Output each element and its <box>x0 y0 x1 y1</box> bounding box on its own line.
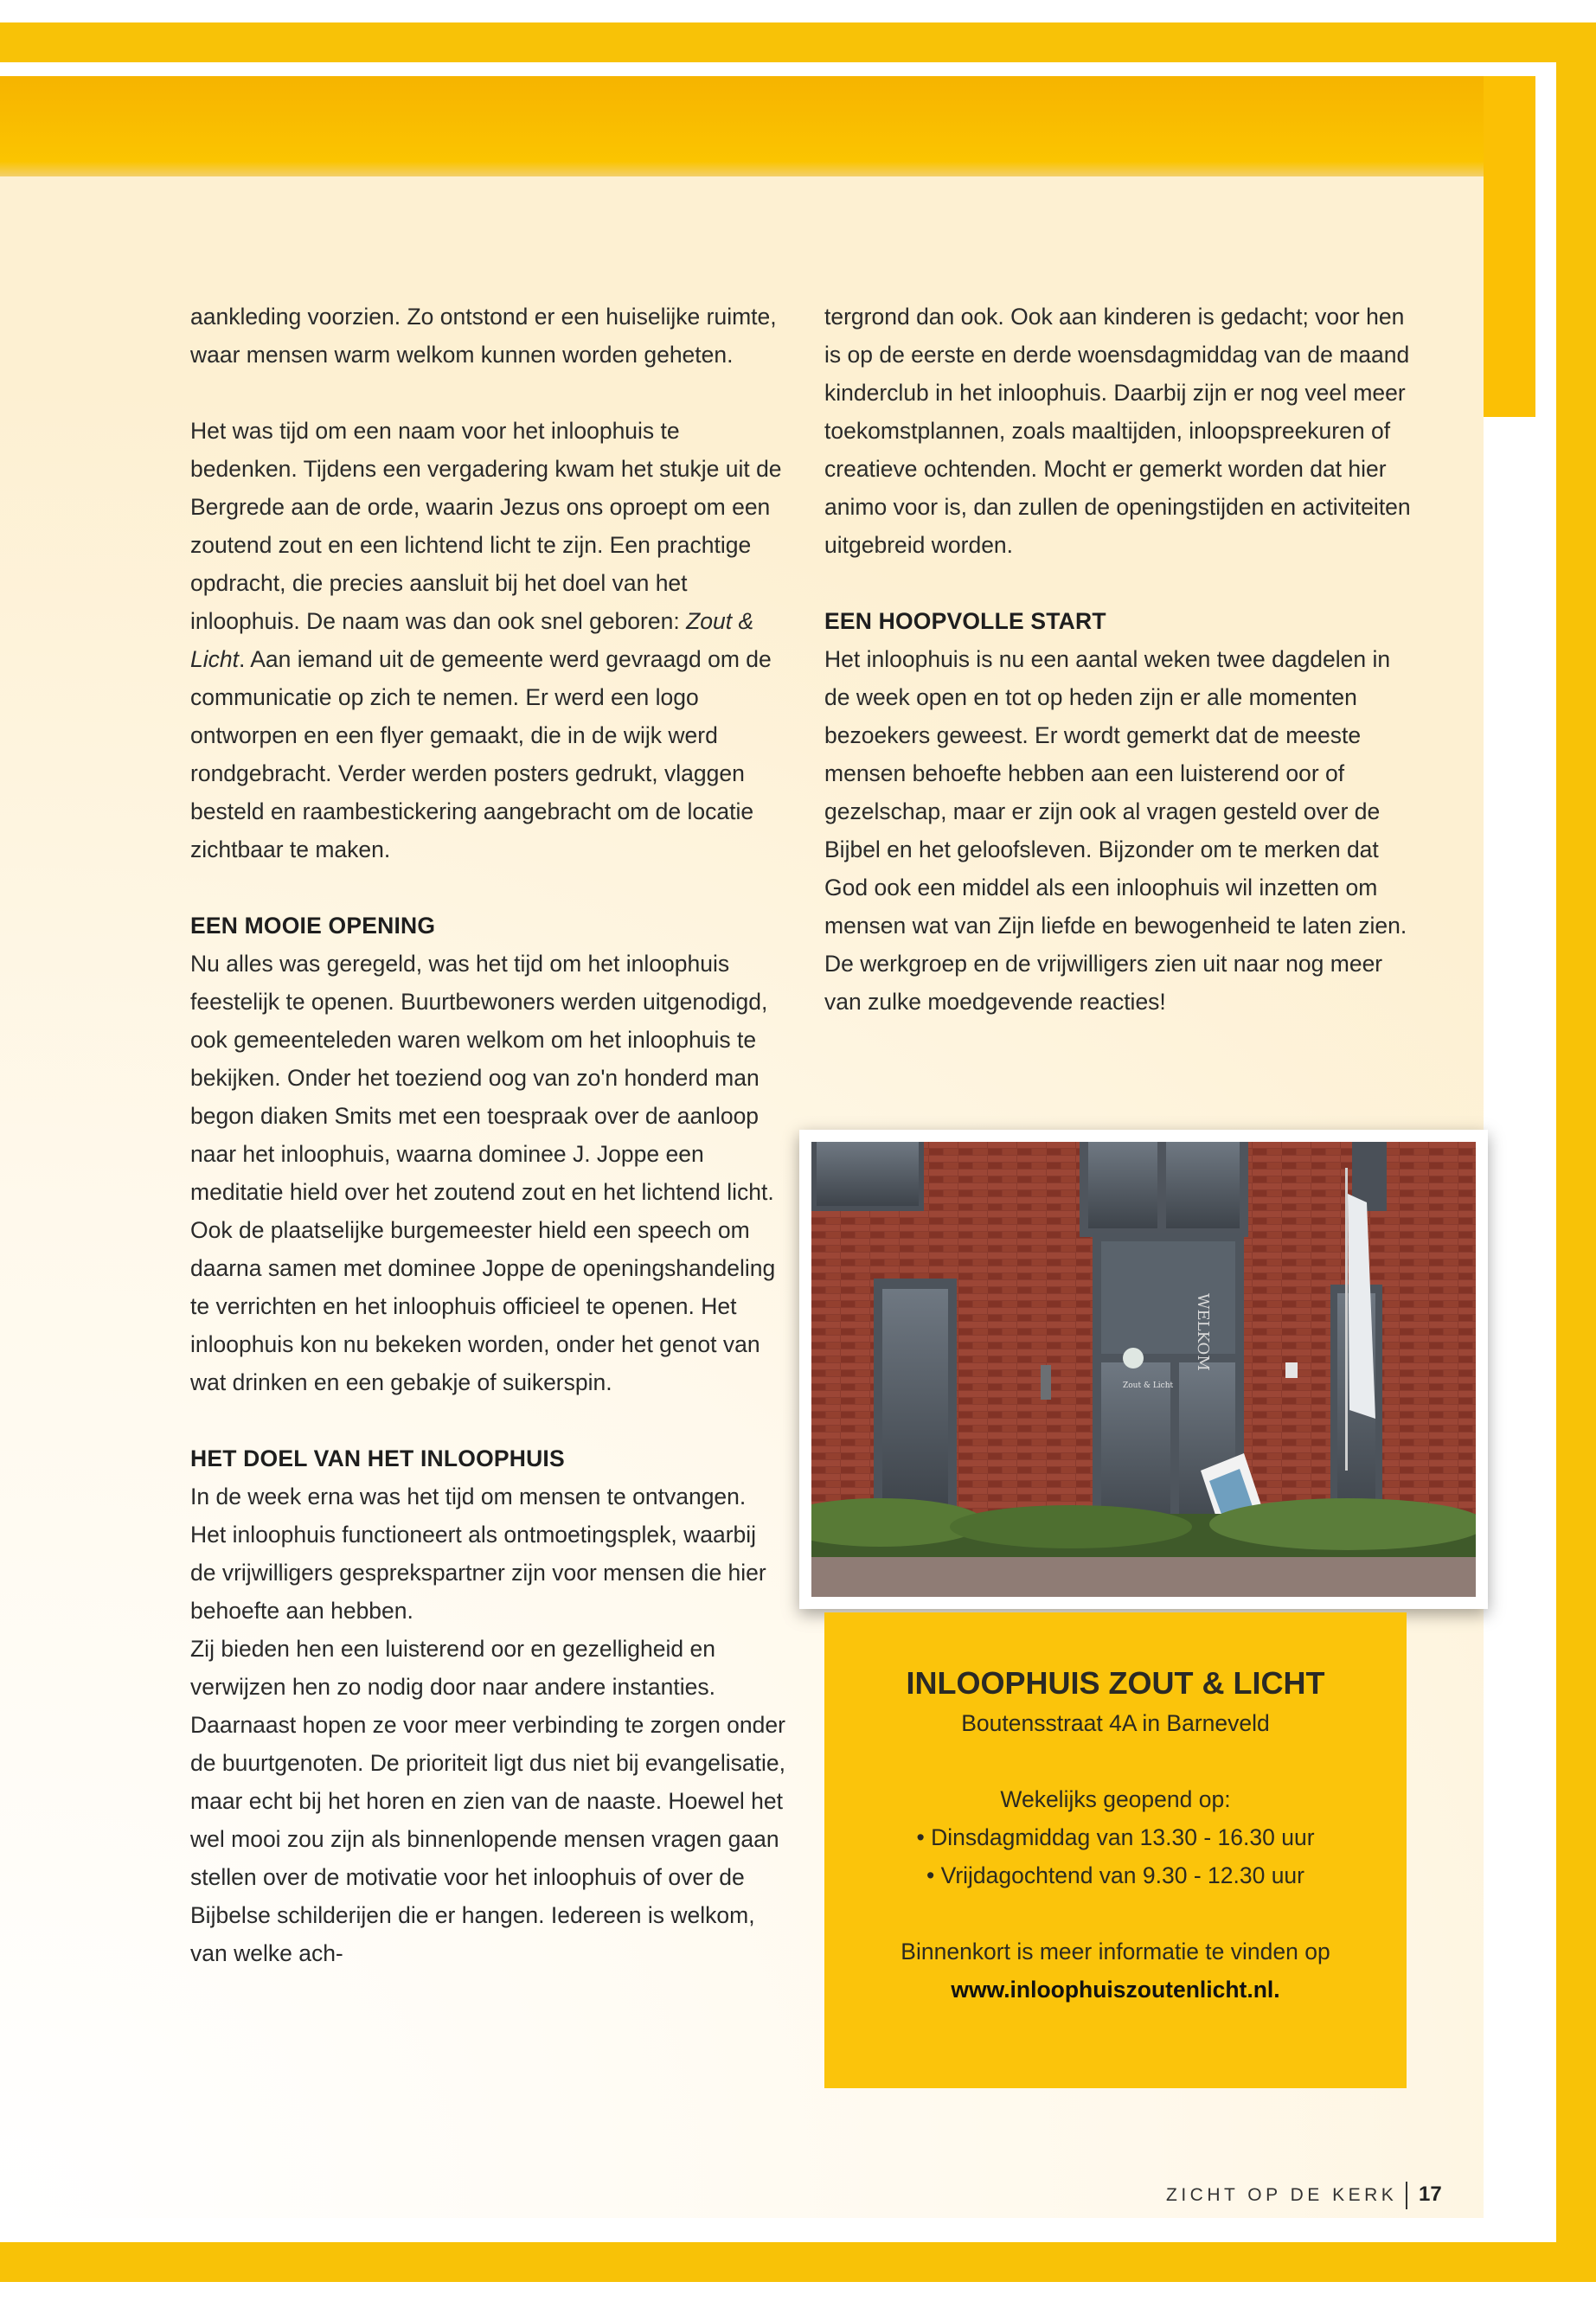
info-open-label: Wekelijks geopend op: <box>1000 1786 1231 1812</box>
info-hours-item: • Dinsdagmiddag van 13.30 - 16.30 uur <box>916 1824 1315 1850</box>
right-tab <box>1484 76 1535 417</box>
paragraph-naming <box>190 412 787 868</box>
paragraph: In de week erna was het tijd om mensen te ontvangen. Het inloophuis functioneert als ontmoetingsplek, waarbij de vrijwilligers gesprekspartner zijn voor mensen die hier behoefte aan hebben. <box>190 1484 766 1624</box>
paragraph: Het inloophuis is nu een aantal weken twee dagdelen in de week open en tot op heden zijn er alle momenten bezoekers geweest. Er wordt gemerkt dat de meeste mensen behoefte hebben aan een luisterend oor of gezelschap, maar er zijn ook al vragen gesteld over de Bijbel en het geloofsleven. Bijzonder om te merken dat God ook een middel als een inloophuis wil inzetten om mensen wat van Zijn liefde en bewogenheid te laten zien. De werkgroep en de vrijwilligers zien uit naar nog meer van zulke moedgevende reacties! <box>824 646 1407 1015</box>
building-photo <box>799 1130 1488 1609</box>
paragraph: aankleding voorzien. Zo ontstond er een huiselijke ruimte, waar mensen warm welkom kunnen worden geheten. <box>190 304 777 368</box>
section-heading: HET DOEL VAN HET INLOOPHUIS <box>190 1445 565 1471</box>
page-number: 17 <box>1419 2182 1442 2206</box>
paragraph: tergrond dan ook. Ook aan kinderen is gedacht; voor hen is op de eerste en derde woensdagmiddag van de maand kinderclub in het inloophuis. Daarbij zijn er nog veel meer toekomstplannen, zoals maaltijden, inloopspreekuren of creatieve ochtenden. Mocht er gemerkt worden dat hier animo voor is, dan zullen de openingstijden en activiteiten uitgebreid worden. <box>824 304 1411 558</box>
footer-magazine-name: ZICHT OP DE KERK <box>1166 2185 1398 2205</box>
door-logo-text: Zout & Licht <box>1123 1381 1174 1390</box>
info-title: INLOOPHUIS ZOUT & LICHT <box>906 1665 1325 1701</box>
info-more: Binnenkort is meer informatie te vinden op <box>901 1939 1330 1965</box>
top-frame-bar <box>0 22 1596 62</box>
paragraph-text: . Aan iemand uit de gemeente werd gevraagd om de communicatie op zich te nemen. Er werd een logo ontworpen en een flyer gemaakt, die in de wijk werd rondgebracht. Verder werden posters gedrukt, vlaggen besteld en raambestickering aangebracht om de locatie zichtbaar te maken. <box>190 646 772 862</box>
section-heading: EEN HOOPVOLLE START <box>824 608 1106 634</box>
paragraph: Nu alles was geregeld, was het tijd om het inloophuis feestelijk te openen. Buurtbewoners werden uitgenodigd, ook gemeenteleden waren welkom om het inloophuis te bekijken. Onder het toeziend oog van zo'n honderd man begon diaken Smits met een toespraak over de aanloop naar het inloophuis, waarna dominee J. Joppe een meditatie hield over het zoutend zout en het lichtend licht. Ook de plaatselijke burgemeester hield een speech om daarna samen met dominee Joppe de openingshandeling te verrichten en het inloophuis officieel te openen. Het inloophuis kon nu bekeken worden, onder het genot van wat drinken en een gebakje of suikerspin. <box>190 951 776 1395</box>
paragraph: Zij bieden hen een luisterend oor en gezelligheid en verwijzen hen zo nodig door naar andere instanties. Daarnaast hopen ze voor meer verbinding te zorgen onder de buurtgenoten. De prioriteit ligt dus niet bij evangelisatie, maar echt bij het horen en zien van de naaste. Hoewel het wel mooi zou zijn als binnenlopende mensen vragen gaan stellen over de motivatie voor het inloophuis of over de Bijbelse schilderijen die er hangen. Iedereen is welkom, van welke ach- <box>190 1636 785 1966</box>
name-emphasis: Zout & Licht <box>190 608 754 672</box>
info-box <box>824 1612 1407 2088</box>
footer-divider <box>1406 2182 1407 2209</box>
building-photo-icon <box>811 1142 1476 1597</box>
right-column <box>824 298 1421 1059</box>
info-hours-item: • Vrijdagochtend van 9.30 - 12.30 uur <box>926 1862 1304 1888</box>
info-address: Boutensstraat 4A in Barneveld <box>961 1710 1270 1736</box>
website-link[interactable]: www.inloophuiszoutenlicht.nl. <box>951 1977 1280 2003</box>
bottom-frame-bar <box>0 2242 1596 2282</box>
paragraph-text: Het was tijd om een naam voor het inloophuis te bedenken. Tijdens een vergadering kwam het stukje uit de Bergrede aan de orde, waarin Jezus ons oproept om een zoutend zout en een lichtend licht te zijn. Een prachtige opdracht, die precies aansluit bij het doel van het inloophuis. De naam was dan ook snel geboren: <box>190 418 782 634</box>
left-column <box>190 298 787 2010</box>
section-heading: EEN MOOIE OPENING <box>190 913 436 939</box>
right-frame-bar <box>1556 22 1596 2282</box>
window-sign-text: WELKOM <box>1194 1293 1212 1371</box>
header-band <box>0 76 1535 176</box>
